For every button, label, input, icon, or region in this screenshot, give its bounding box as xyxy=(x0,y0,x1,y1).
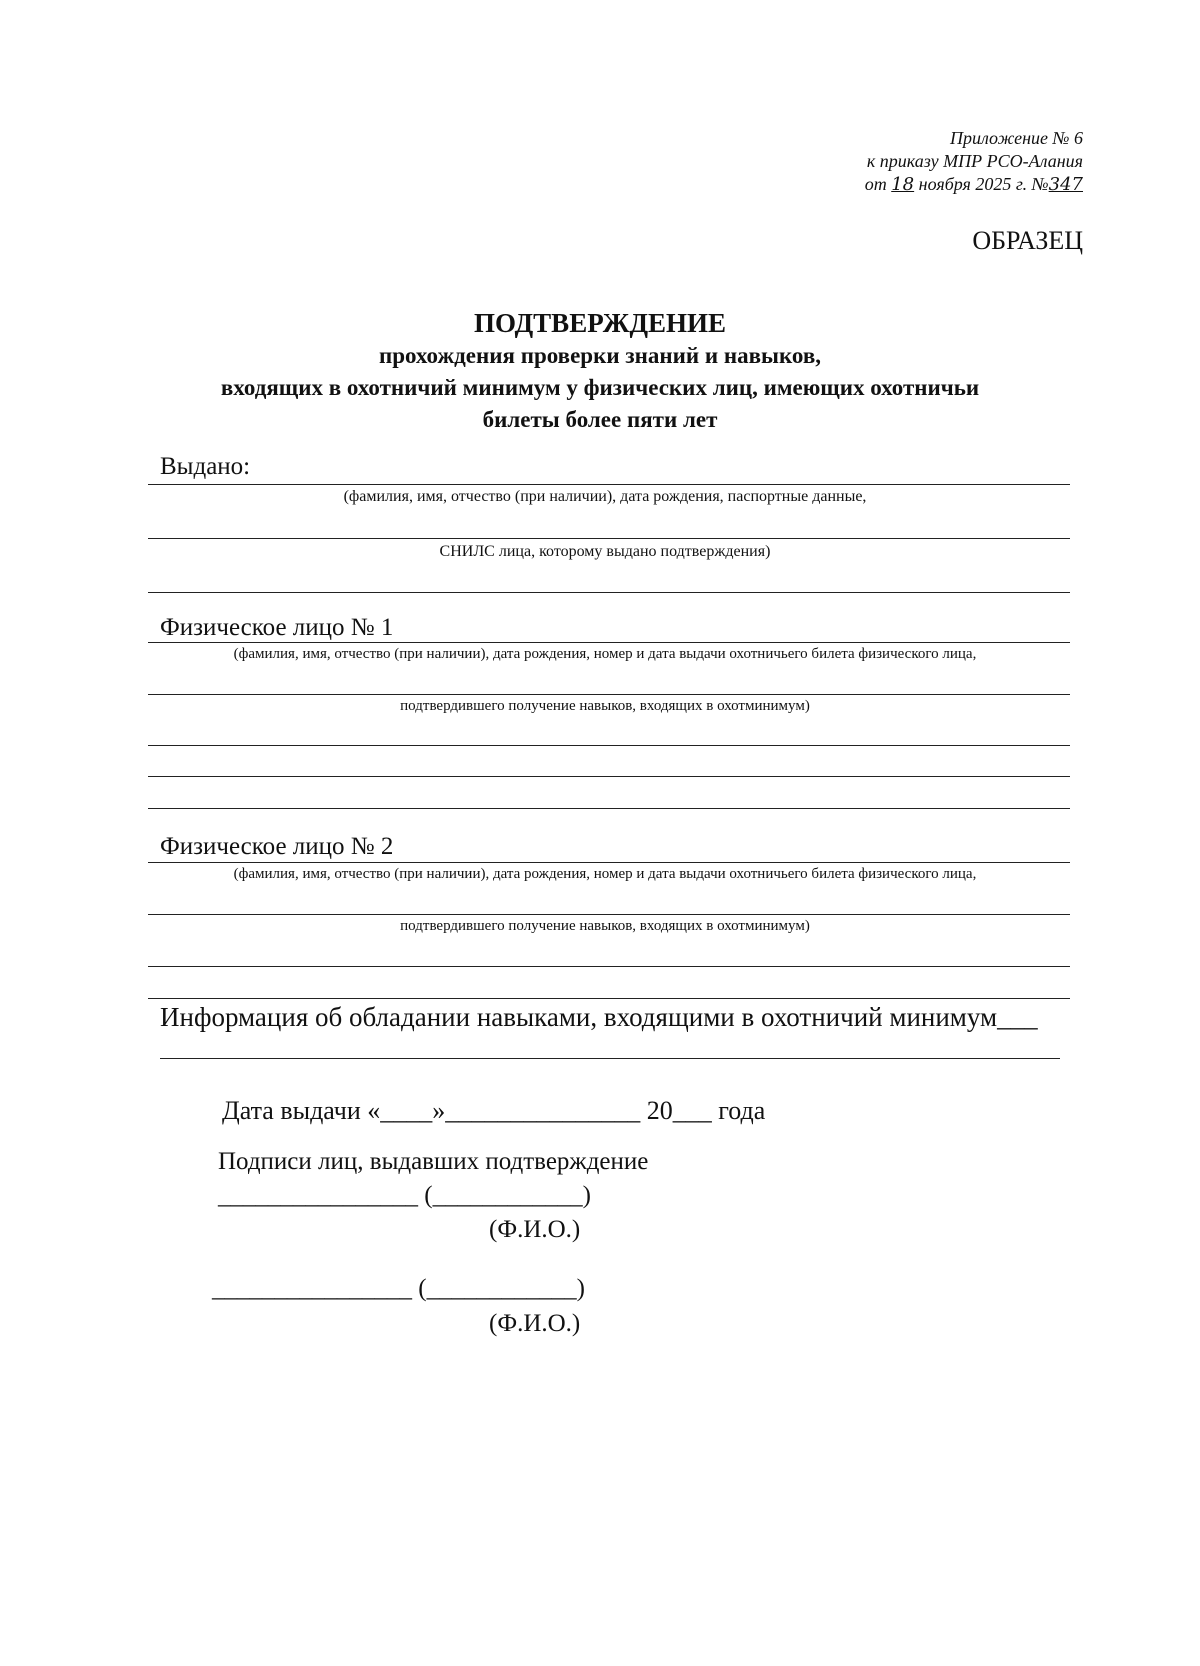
document-title: ПОДТВЕРЖДЕНИЕ xyxy=(473,308,727,338)
appendix-date-prefix: от xyxy=(864,174,887,194)
appendix-line-2: к приказу МПР РСО-Алания xyxy=(866,151,1083,171)
person-1-line-5 xyxy=(148,808,1070,809)
appendix-date-middle: ноября 2025 г. № xyxy=(918,174,1049,194)
person-1-label: Физическое лицо № 1 xyxy=(160,614,394,641)
issued-line-3 xyxy=(148,592,1070,593)
signature-line-1: ________________ (____________) xyxy=(218,1182,591,1209)
issued-caption-1: (фамилия, имя, отчество (при наличии), дата рождения, паспортные данные, xyxy=(343,488,867,505)
appendix-line-3 xyxy=(865,174,1083,195)
signature-fio-1: (Ф.И.О.) xyxy=(489,1216,581,1243)
person-2-line-2 xyxy=(148,914,1070,915)
person-1-caption-1: (фамилия, имя, отчество (при наличии), дата рождения, номер и дата выдачи охотничьего билета физического лица, xyxy=(233,646,977,662)
issued-caption-2: СНИЛС лица, которому выдано подтверждения) xyxy=(439,543,771,560)
skills-info-line xyxy=(160,1058,1060,1059)
person-1-line-4 xyxy=(148,776,1070,777)
document-subtitle-2: входящих в охотничий минимум у физических лиц, имеющих охотничьи xyxy=(220,375,980,400)
person-2-line-4 xyxy=(148,998,1070,999)
person-1-line-2 xyxy=(148,694,1070,695)
person-2-line-3 xyxy=(148,966,1070,967)
person-2-caption-1: (фамилия, имя, отчество (при наличии), дата рождения, номер и дата выдачи охотничьего билета физического лица, xyxy=(233,866,977,882)
signature-line-2: ________________ (____________) xyxy=(212,1275,585,1302)
document-subtitle-1: прохождения проверки знаний и навыков, xyxy=(378,343,822,368)
person-2-label: Физическое лицо № 2 xyxy=(160,833,394,860)
person-1-caption-2: подтвердившего получение навыков, входящих в охотминимум) xyxy=(400,698,810,714)
appendix-line-1: Приложение № 6 xyxy=(949,128,1083,148)
issue-date: Дата выдачи «____»_______________ 20___ года xyxy=(222,1096,766,1125)
appendix-date-day: 18 xyxy=(891,174,915,195)
issued-line-2 xyxy=(148,538,1070,539)
sample-label: ОБРАЗЕЦ xyxy=(972,226,1083,255)
skills-info-label: Информация об обладании навыками, входящими в охотничий минимум___ xyxy=(160,1002,1038,1032)
issued-line-1 xyxy=(148,484,1070,485)
person-1-line-3 xyxy=(148,745,1070,746)
signatures-label: Подписи лиц, выдавших подтверждение xyxy=(218,1148,649,1175)
person-2-line-1 xyxy=(148,862,1070,863)
signature-fio-2: (Ф.И.О.) xyxy=(489,1310,581,1337)
person-1-line-1 xyxy=(148,642,1070,643)
issued-label: Выдано: xyxy=(160,453,251,480)
document-subtitle-3: билеты более пяти лет xyxy=(482,407,718,432)
appendix-order-number: 347 xyxy=(1048,174,1083,195)
person-2-caption-2: подтвердившего получение навыков, входящих в охотминимум) xyxy=(400,918,810,934)
